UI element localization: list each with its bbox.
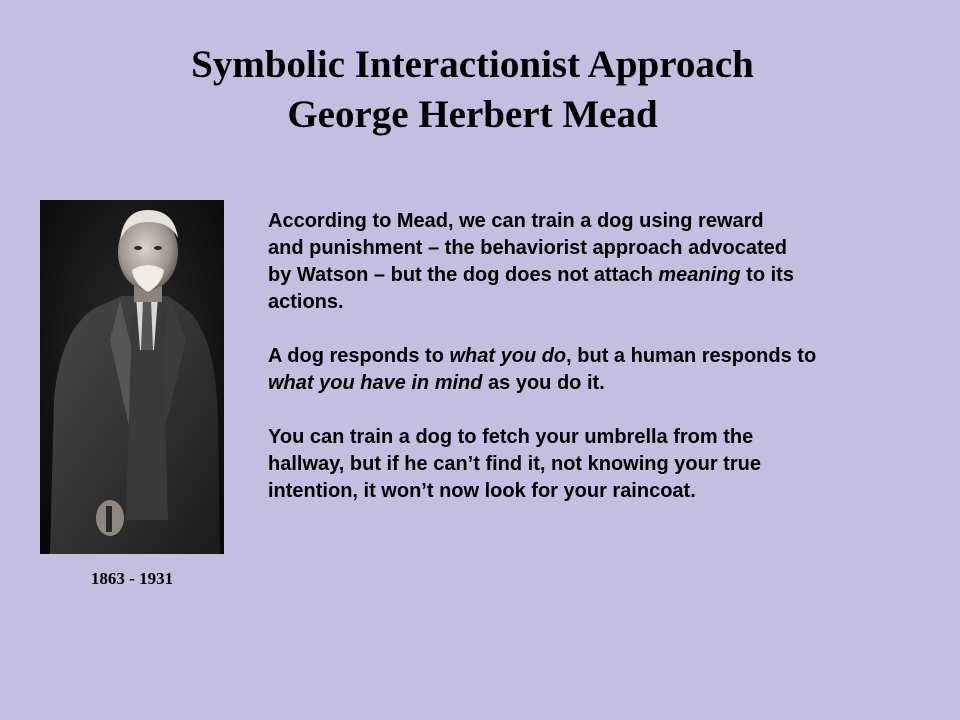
- p2-line-1c: , but a human responds to: [566, 345, 817, 367]
- paragraph-behaviorism: [268, 208, 918, 316]
- p1-line-4: actions.: [268, 291, 344, 313]
- p1-emphasis-meaning: meaning: [658, 264, 741, 286]
- p3-line-3: intention, it won’t now look for your raincoat.: [268, 480, 696, 502]
- portrait-illustration: [40, 200, 224, 554]
- p2-line-1a: A dog responds to: [268, 345, 450, 367]
- p2-emphasis-in-mind: what you have in mind: [268, 372, 483, 394]
- title-line-2: George Herbert Mead: [287, 93, 658, 136]
- p2-line-2b: as you do it.: [482, 372, 605, 394]
- p3-line-2: hallway, but if he can’t find it, not knowing your true: [268, 453, 761, 475]
- portrait-dates: 1863 - 1931: [90, 569, 174, 588]
- paragraph-umbrella-example: [268, 424, 918, 505]
- title-line-1: Symbolic Interactionist Approach: [191, 43, 754, 86]
- p1-line-3c: to its: [740, 264, 794, 286]
- p2-emphasis-what-you-do: what you do: [449, 345, 567, 367]
- body-text: [268, 208, 918, 532]
- portrait-photo: [40, 200, 224, 554]
- slide-title: [0, 40, 945, 140]
- paragraph-dog-vs-human: [268, 343, 918, 397]
- p1-line-1: According to Mead, we can train a dog using reward: [268, 210, 764, 232]
- p1-line-2: and punishment – the behaviorist approach advocated: [268, 237, 787, 259]
- p3-line-1: You can train a dog to fetch your umbrella from the: [268, 426, 754, 448]
- p1-line-3a: by Watson – but the dog does not attach: [268, 264, 659, 286]
